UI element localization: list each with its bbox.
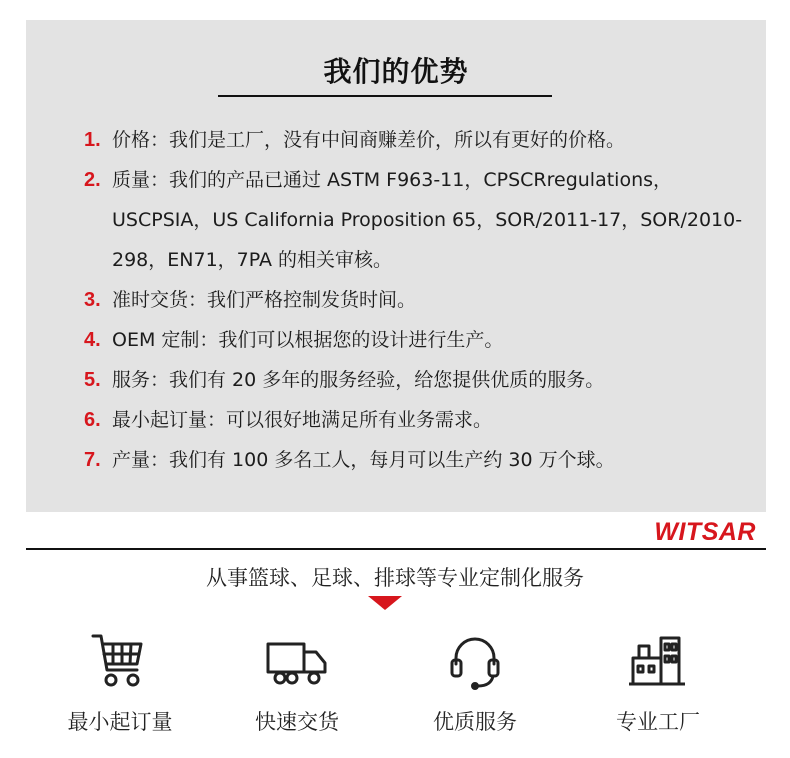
advantages-title: 我们的优势 bbox=[323, 55, 469, 88]
service-tagline: 从事篮球、足球、排球等专业定制化服务 bbox=[206, 566, 584, 590]
item-number: 3. bbox=[84, 289, 101, 311]
advantage-item-quality bbox=[84, 160, 744, 280]
item-number: 7. bbox=[84, 449, 101, 471]
item-text: 质量：我们的产品已通过 ASTM F963-11，CPSCRregulations，USCPSIA，US California Proposition 65，SOR/2011-17，SOR/2010-298，EN71，7PA 的相关审核。 bbox=[112, 169, 743, 271]
factory-icon bbox=[627, 630, 689, 692]
advantages-list bbox=[84, 120, 744, 480]
item-number: 5. bbox=[84, 369, 101, 391]
feature-fast-delivery bbox=[217, 630, 377, 736]
advantage-item-moq bbox=[84, 400, 744, 440]
advantages-panel bbox=[26, 20, 766, 512]
witsar-logo: WITSAR bbox=[654, 518, 756, 546]
item-text: 产量：我们有 100 多名工人，每月可以生产约 30 万个球。 bbox=[112, 449, 615, 471]
item-number: 1. bbox=[84, 129, 101, 151]
shopping-cart-icon bbox=[89, 630, 151, 692]
advantage-item-price bbox=[84, 120, 744, 160]
arrow-down-icon bbox=[368, 596, 402, 610]
item-text: 价格：我们是工厂，没有中间商赚差价，所以有更好的价格。 bbox=[112, 129, 626, 151]
feature-label: 专业工厂 bbox=[616, 710, 700, 734]
advantage-item-delivery bbox=[84, 280, 744, 320]
item-text: OEM 定制：我们可以根据您的设计进行生产。 bbox=[112, 329, 504, 351]
advantage-item-service bbox=[84, 360, 744, 400]
feature-label: 最小起订量 bbox=[67, 710, 173, 734]
title-underline bbox=[218, 95, 552, 97]
delivery-truck-icon bbox=[264, 630, 330, 692]
headset-icon bbox=[444, 630, 506, 692]
item-number: 6. bbox=[84, 409, 101, 431]
section-divider bbox=[26, 548, 766, 550]
feature-label: 优质服务 bbox=[433, 710, 517, 734]
item-text: 最小起订量：可以很好地满足所有业务需求。 bbox=[112, 409, 493, 431]
advantage-item-oem bbox=[84, 320, 744, 360]
feature-professional-factory bbox=[578, 630, 738, 736]
feature-label: 快速交货 bbox=[255, 710, 339, 734]
item-number: 4. bbox=[84, 329, 101, 351]
item-text: 服务：我们有 20 多年的服务经验，给您提供优质的服务。 bbox=[112, 369, 605, 391]
feature-quality-service bbox=[395, 630, 555, 736]
item-number: 2. bbox=[84, 169, 101, 191]
feature-moq bbox=[40, 630, 200, 736]
item-text: 准时交货：我们严格控制发货时间。 bbox=[112, 289, 417, 311]
advantage-item-capacity bbox=[84, 440, 744, 480]
